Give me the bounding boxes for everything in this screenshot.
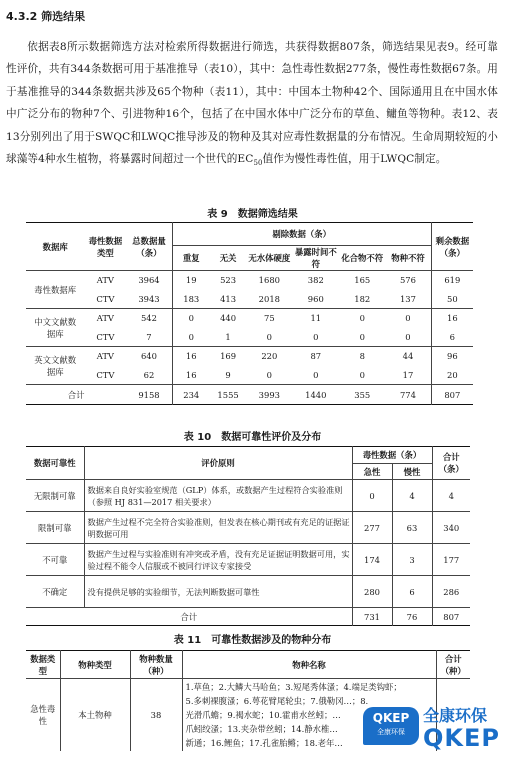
t9-total-cell: 234 bbox=[183, 389, 200, 400]
t9-cell: 9 bbox=[210, 366, 247, 385]
paragraph-subscript: 50 bbox=[253, 159, 263, 168]
t9-cell: 0 bbox=[385, 328, 431, 347]
t10-h-tox: 毒性数据（条） bbox=[352, 447, 432, 464]
table11-caption: 表 11 可靠性数据涉及的物种分布 bbox=[173, 635, 332, 646]
logo-badge-main: QKEP bbox=[372, 711, 410, 725]
t10-acute: 280 bbox=[352, 576, 392, 608]
t10-principle: 数据产生过程与实验准则有冲突或矛盾，没有充足证据证明数据可用，实验过程不能令人信服或不被同行评议专家接受 bbox=[84, 544, 352, 576]
t11-count: 38 bbox=[130, 679, 182, 751]
t9-cell: 440 bbox=[220, 313, 237, 324]
t9-cell: 16 bbox=[172, 366, 210, 385]
t9-type: ATV bbox=[96, 351, 114, 362]
t9-total-cell: 9158 bbox=[126, 385, 172, 405]
t9-db-name: 毒性数据库 bbox=[26, 271, 84, 309]
t11-name-line: 爪蚓绞溞；13.夹杂带丝蚓；14.静水椎… bbox=[185, 723, 338, 734]
qkep-logo bbox=[355, 697, 505, 769]
t9-cell: 382 bbox=[307, 275, 324, 286]
t10-chronic: 63 bbox=[392, 512, 432, 544]
t9-h-removed: 剔除数据（条） bbox=[172, 223, 431, 246]
t9-cell: 11 bbox=[310, 313, 322, 324]
t9-cell: 16 bbox=[185, 351, 197, 362]
t9-cell: 75 bbox=[263, 313, 275, 324]
t10-total: 286 bbox=[432, 576, 470, 608]
t11-name-line: 1.草鱼；2.大鳞大马哈鱼；3.短尾秀体溞；4.端足类钩虾； bbox=[185, 681, 402, 692]
t9-cell: 1 bbox=[210, 328, 247, 347]
t10-level: 不确定 bbox=[26, 576, 84, 608]
t10-total: 4 bbox=[432, 480, 470, 512]
t9-cell: 0 bbox=[339, 328, 385, 347]
t9-h-db: 数据库 bbox=[26, 223, 84, 271]
t9-cell: 62 bbox=[126, 366, 172, 385]
table9-body bbox=[26, 271, 473, 405]
t11-species-type: 本土物种 bbox=[60, 679, 130, 751]
t10-sum-label: 合计 bbox=[26, 608, 352, 626]
table10-caption: 表 10 数据可靠性评价及分布 bbox=[183, 432, 322, 443]
t9-cell: 220 bbox=[261, 351, 278, 362]
t9-cell: 17 bbox=[385, 366, 431, 385]
t9-h-sub: 物种不符 bbox=[385, 246, 431, 271]
t9-cell: 183 bbox=[172, 290, 210, 309]
t9-h-sub: 重复 bbox=[172, 246, 210, 271]
t9-cell: 87 bbox=[310, 351, 322, 362]
t11-h-count: 物种数量（种） bbox=[130, 651, 182, 679]
table10 bbox=[26, 446, 470, 626]
t9-cell: 3943 bbox=[126, 290, 172, 309]
t10-h-acute: 急性 bbox=[352, 464, 392, 480]
t9-cell: 0 bbox=[246, 366, 292, 385]
t10-h-chronic: 慢性 bbox=[392, 464, 432, 480]
t10-h-reliability: 数据可靠性 bbox=[26, 447, 84, 480]
t11-h-data-type: 数据类型 bbox=[26, 651, 60, 679]
t9-total-cell: 807 bbox=[444, 389, 461, 400]
logo-badge-sub: 全康环保 bbox=[377, 728, 405, 736]
t10-chronic: 3 bbox=[392, 544, 432, 576]
t9-cell: 6 bbox=[431, 328, 473, 347]
t9-total-cell: 774 bbox=[385, 385, 431, 405]
table9-caption: 表 9 数据筛选结果 bbox=[207, 209, 298, 220]
t9-h-sub: 化合物不符 bbox=[339, 246, 385, 271]
t9-db-name: 英文文献数据库 bbox=[26, 347, 84, 385]
t11-name-line: 5.多刺裸腹溞；6.萼花臂尾轮虫；7.俄勒冈…；8. bbox=[185, 695, 369, 706]
t10-principle: 数据产生过程不完全符合实验准则，但发表在核心期刊或有充足的证据证明数据可用 bbox=[84, 512, 352, 544]
paragraph-text-end: 值作为慢性毒性值，用于LWQC制定。 bbox=[262, 153, 447, 166]
t9-cell: 2018 bbox=[246, 290, 292, 309]
t9-cell: 137 bbox=[385, 290, 431, 309]
t9-cell: 0 bbox=[359, 313, 365, 324]
t9-cell: 523 bbox=[220, 275, 237, 286]
t9-cell: 0 bbox=[188, 313, 194, 324]
body-paragraph bbox=[6, 36, 498, 175]
t11-name-line: 光滑爪蟾；9.褐水蛇；10.霍甫水丝蚓；… bbox=[185, 709, 341, 720]
t9-cell: 96 bbox=[447, 351, 458, 362]
t11-data-type: 急性毒性 bbox=[26, 679, 60, 751]
t11-name-line: 新通；16.鲤鱼；17.孔雀胎鳉；18.老年… bbox=[185, 737, 343, 748]
t9-cell: 16 bbox=[447, 313, 458, 324]
t11-h-species-type: 物种类型 bbox=[60, 651, 130, 679]
t9-cell: 413 bbox=[210, 290, 247, 309]
t10-level: 无限制可靠 bbox=[26, 480, 84, 512]
t9-cell: 165 bbox=[354, 275, 371, 286]
t9-cell: 0 bbox=[292, 366, 339, 385]
t9-cell: 960 bbox=[292, 290, 339, 309]
t10-principle: 数据来自良好实验室规范（GLP）体系，或数据产生过程符合实验准则（参照 HJ 831—2017 相关要求） bbox=[84, 480, 352, 512]
t10-level: 不可靠 bbox=[26, 544, 84, 576]
t9-cell: 640 bbox=[126, 347, 172, 366]
t10-total: 177 bbox=[432, 544, 470, 576]
logo-name-en: QKEP bbox=[423, 724, 500, 752]
t9-h-sub: 无水体硬度 bbox=[246, 246, 292, 271]
t10-h-total: 合计（条） bbox=[432, 447, 470, 480]
t9-h-sub: 暴露时间不符 bbox=[292, 246, 339, 271]
t9-cell: 50 bbox=[431, 290, 473, 309]
t9-type: CTV bbox=[84, 290, 126, 309]
t9-cell: 0 bbox=[246, 328, 292, 347]
logo-badge bbox=[363, 707, 419, 745]
t10-h-principle: 评价原则 bbox=[84, 447, 352, 480]
t9-cell: 19 bbox=[185, 275, 197, 286]
t9-total-cell: 355 bbox=[354, 389, 371, 400]
t10-principle: 没有提供足够的实验细节，无法判断数据可靠性 bbox=[84, 576, 352, 608]
t9-cell: 0 bbox=[292, 328, 339, 347]
t9-h-remain: 剩余数据（条） bbox=[431, 223, 473, 271]
section-heading: 4.3.2 筛选结果 bbox=[6, 10, 86, 23]
logo-name-cn: 全康环保 bbox=[423, 706, 488, 725]
t9-total-cell: 1440 bbox=[305, 389, 327, 400]
t9-type: CTV bbox=[84, 328, 126, 347]
t10-chronic: 4 bbox=[392, 480, 432, 512]
t9-total-label: 合计 bbox=[67, 389, 85, 400]
t9-h-type: 毒性数据类型 bbox=[84, 223, 126, 271]
t9-cell: 1680 bbox=[258, 275, 280, 286]
t9-cell: 182 bbox=[339, 290, 385, 309]
paragraph-text: 依据表8所示数据筛选方法对检索所得数据进行筛选，共获得数据807条，筛选结果见表9。经可靠性评价，共有344条数据可用于基准推导（表10），其中：急性毒性数据277条，慢性毒性数据67条。用于基准推导的344条数据共涉及65个物种（表11），其中：中国本土物种42个、国际通用且在中国水体中广泛分布的物种7个、引进物种16个，包括了在中国水体中广泛分布的草鱼、鳙鱼等物种。表12、表13分别列出了用于SWQC和LWQC推导涉及的物种及其对应毒性数据量的分布情况。生命周期较短的小球藻等4种水生植物，将暴露时间超过一个世代的EC bbox=[6, 41, 498, 166]
t11-h-names: 物种名称 bbox=[182, 651, 436, 679]
table9 bbox=[26, 222, 473, 405]
t11-h-total: 合计（种） bbox=[436, 651, 470, 679]
t10-sum-chronic: 76 bbox=[392, 608, 432, 626]
t9-cell: 0 bbox=[339, 366, 385, 385]
t9-total-cell: 3993 bbox=[258, 389, 280, 400]
t10-level: 限制可靠 bbox=[26, 512, 84, 544]
t9-cell: 576 bbox=[385, 271, 431, 290]
t9-db-name: 中文文献数据库 bbox=[26, 309, 84, 347]
t10-acute: 277 bbox=[352, 512, 392, 544]
t10-chronic: 6 bbox=[392, 576, 432, 608]
t9-cell: 0 bbox=[385, 309, 431, 328]
t9-type: ATV bbox=[96, 275, 114, 286]
t9-type: CTV bbox=[84, 366, 126, 385]
t9-type: ATV bbox=[96, 313, 114, 324]
t9-total-cell: 1555 bbox=[217, 389, 239, 400]
t9-h-total: 总数据量（条） bbox=[126, 223, 172, 271]
t9-cell: 169 bbox=[220, 351, 237, 362]
t9-cell: 44 bbox=[385, 347, 431, 366]
t9-h-sub: 无关 bbox=[210, 246, 247, 271]
t9-cell: 20 bbox=[431, 366, 473, 385]
t10-total: 340 bbox=[432, 512, 470, 544]
t10-sum-acute: 731 bbox=[352, 608, 392, 626]
t9-cell: 8 bbox=[359, 351, 365, 362]
t9-cell: 0 bbox=[172, 328, 210, 347]
t9-cell: 7 bbox=[126, 328, 172, 347]
t10-acute: 0 bbox=[352, 480, 392, 512]
t10-sum-total: 807 bbox=[443, 611, 460, 622]
t9-cell: 619 bbox=[444, 275, 461, 286]
t9-cell: 542 bbox=[126, 309, 172, 328]
t9-cell: 3964 bbox=[126, 271, 172, 290]
table10-body bbox=[26, 480, 470, 626]
t10-acute: 174 bbox=[352, 544, 392, 576]
